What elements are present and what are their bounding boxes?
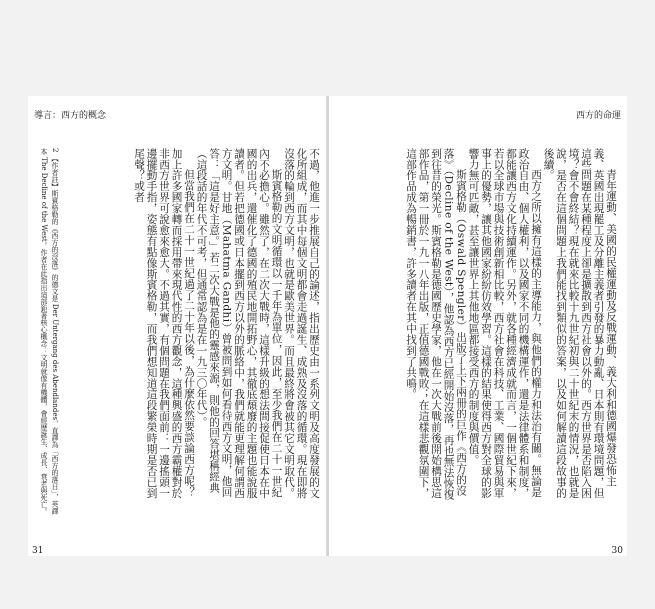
left-page-body xyxy=(133,148,321,502)
running-head-right: 西方的命運 xyxy=(575,111,621,121)
paragraph: 西方之所以擁有這樣的主導能力，與他們的權力和法治有關。無論是政治自由、個人權利，以及國家不同的機構運作，還是法律體系和制度，都能讓西方文化持續運作。另外，就各種經濟成就而言，一個世紀下來，若以全球市場與技術創新相比較，西方社會在科技、工業、國際貿易與軍事上的優勢，讓其他國家紛紛仿效學習。這樣的結果使得西方對全球的影響力無可匹敵，甚至讓世界上其他地區都接受西方的制度與價值。 xyxy=(467,148,542,499)
footnote xyxy=(38,148,60,518)
footnote-text: 【作者註】斯賓格勒的《西方的沒落》的德文是 Der Untergang des Abendlandes，直譯為「西方的落日」，英譯本 The Decline of the West。作者在此指出這部鉅著核心概念：文明就像有機體，會經歷誕生、成長、衰老與死亡。 xyxy=(40,148,59,515)
page-number-left: 31 xyxy=(32,546,44,556)
paragraph: 斯賓格勒的文明循環以一千年為單位，因此，至少我們在二十一世紀內不必擔心。雖然了，在二次大戰時，這樣升級的想法間接促使日本在中國的出兵，還催化了德國的殖民地開拓野心，其徹底頹廢的主題也能說服讀者。但若把德國或日本擺到西方以外的脈絡中，我們就能更理解何謂西方文明。甘地（Mahatma Gandhi）曾被問到如何看待西方文明，他回答：「這是好主意。」若二次大戰是他的靈感來源，則他的回答堪稱經典（這段話的年代不可考，但通常認為是在一九三〇年代）。 xyxy=(195,148,283,499)
running-head-left: 導言：西方的概念 xyxy=(34,111,107,121)
paragraph: 不過，他進一步推展自己的論述，指出歷史由一系列文明及高度發展的文化所組成，而其中每個文明都會走過誕生、成熟及沒落的循環。現在即將沒落的輪到西方文明，也就是歐美世界。而且最終將會被其它文明取代。 xyxy=(283,148,320,499)
paragraph: 青年運動、美國的民權運動及反戰運動、義大利和德國爆發恐怖主義、英國出現罷工及分離主義者引發的暴力動亂、日本則有環境問題，但這些問題在某種程度上卻是擴散到西方社會以外的。西方世界是否陷入困境？會不會終結？現在就來比較十九世紀初與二十世紀末的情況，也就是說，是否在這個問題上我們能找到類似的答案，以及如何解讀這段故事的後續。 xyxy=(542,148,617,499)
paragraph: 斯賓格勒（Oswald Spengler）出版了上下兩冊的巨作《西方的沒落》（Decline of the West），他認為西方已經開始沒落，再也無法恢復到往昔的榮光。斯賓格勒是德國歷史學家，他在一次大戰前後開始構思這部作品，第一冊於一九一八年出版，正值德國戰敗；在這樣悲觀氛圍下，這部作品成為暢銷書，許多讀者在其中找到了共鳴。 xyxy=(405,148,467,501)
right-page-body xyxy=(405,148,618,502)
left-page xyxy=(28,96,326,556)
right-page xyxy=(329,96,627,556)
paragraph: 但當我們在二十一世紀過了二十年以後，為什麼依然要談論西方呢？加上許多國家轉而採用帶來現代性的西方觀念，這種興盛的西方霸權對於非西方世界可說愈來愈大。不過其實，有個問題在我們面前：一邊搖頭一邊擺動手指，姿態有點像斯賓格勒，而我們想知道這段繁榮時期是否已到尾聲？或者 xyxy=(133,148,195,499)
page-number-right: 30 xyxy=(611,546,623,556)
footnote-number: 2 xyxy=(51,148,59,153)
